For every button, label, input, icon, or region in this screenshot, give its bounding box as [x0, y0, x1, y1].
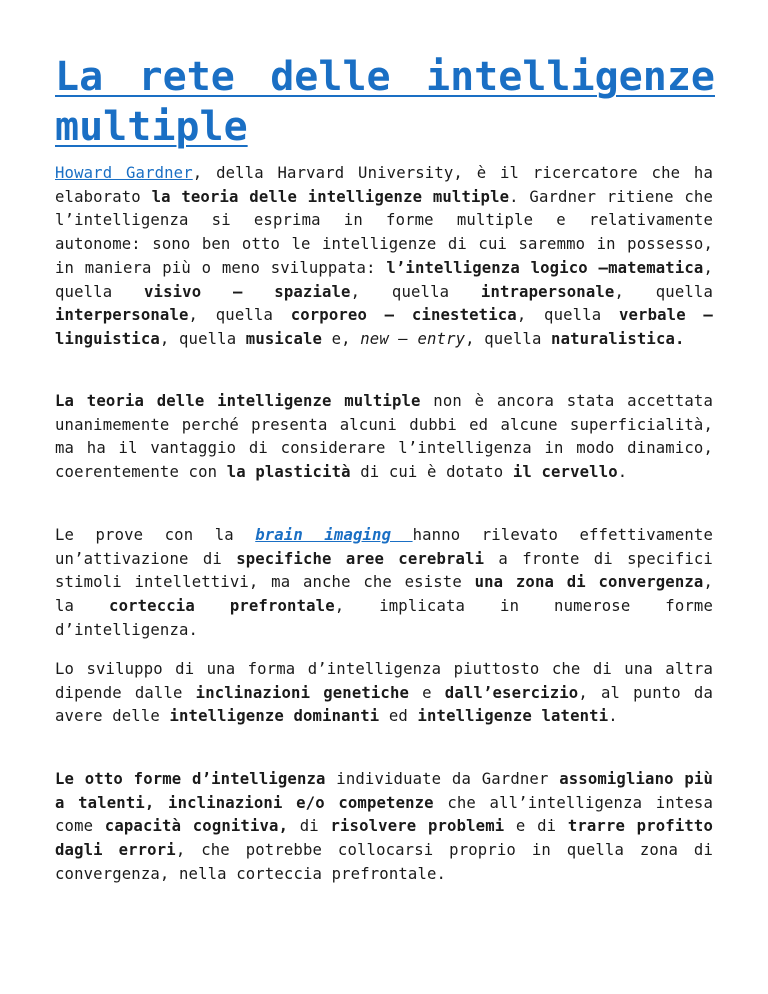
- paragraph-eight-forms: Le otto forme d’intelligenza individuate da Gardner assomigliano più a talenti, inclinazioni e/o competenze che all’intelligenza intesa come capacità cognitiva, di risolvere problemi e di trarre profitto dagli errori, che potrebbe collocarsi proprio in quella zona di convergenza, nella corteccia prefrontale.: [55, 770, 714, 883]
- paragraph-development: Lo sviluppo di una forma d’intelligenza piuttosto che di una altra dipende dalle inclinazioni genetiche e dall’esercizio, al punto da avere delle intelligenze dominanti ed intelligenze latenti.: [55, 660, 714, 726]
- howard-gardner-link[interactable]: Howard Gardner: [55, 164, 193, 182]
- paragraph-gardner: Howard Gardner, della Harvard University, è il ricercatore che ha elaborato la teoria delle intelligenze multiple. Gardner ritiene che l’intelligenza si esprima in forme multiple e relativamente autonome: sono ben otto le intelligenze di cui saremmo in possesso, in maniera più o meno sviluppata: l’intelligenza logico –matematica, quella visivo – spaziale, quella intrapersonale, quella interpersonale, quella corporeo – cinestetica, quella verbale – linguistica, quella musicale e, new – entry, quella naturalistica.: [55, 164, 713, 348]
- title-link[interactable]: La rete delle intelligenze multiple: [55, 54, 715, 150]
- paragraph-theory-acceptance: La teoria delle intelligenze multiple non è ancora stata accettata unanimemente perché presenta alcuni dubbi ed alcune superficialità, ma ha il vantaggio di considerare l’intelligenza in modo dinamico, coerentemente con la plasticità di cui è dotato il cervello.: [55, 392, 714, 482]
- page-title: [55, 52, 715, 152]
- paragraph-brain-imaging: Le prove con la brain imaging hanno rilevato effettivamente un’attivazione di specifiche aree cerebrali a fronte di specifici stimoli intellettivi, ma anche che esiste una zona di convergenza, la corteccia prefrontale, implicata in numerose forme d’intelligenza.: [55, 526, 713, 639]
- brain-imaging-link[interactable]: brain imaging: [255, 526, 413, 544]
